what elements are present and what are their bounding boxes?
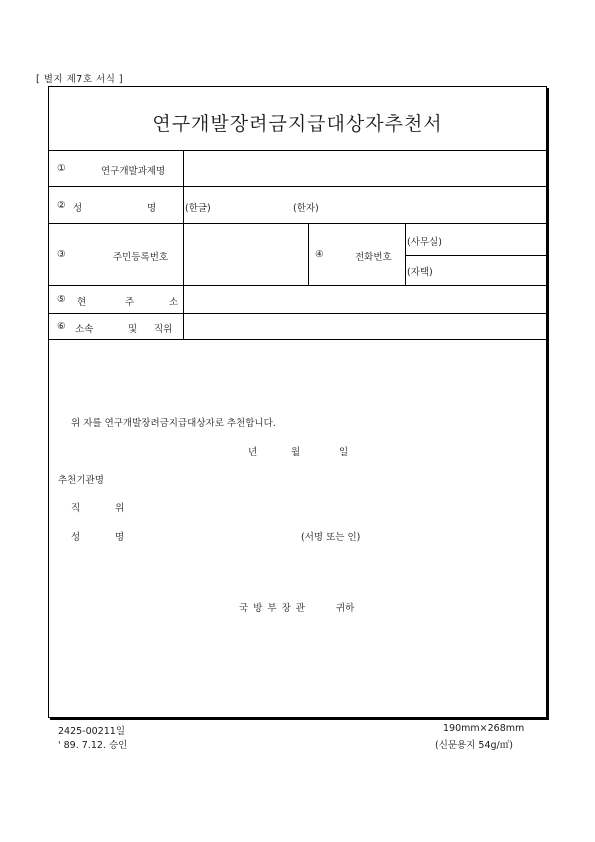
divider	[49, 313, 546, 314]
row-number: ⑥	[57, 321, 66, 332]
divider	[405, 223, 406, 285]
hanja-name-label: (한자)	[293, 203, 319, 214]
date-year-label: 년	[248, 447, 258, 458]
divider	[183, 150, 184, 339]
office-phone-label: (사무실)	[407, 237, 442, 248]
signature-note: (서명 또는 인)	[301, 532, 361, 543]
form-title: 연구개발장려금지급대상자추천서	[152, 113, 443, 135]
date-month-label: 월	[291, 447, 301, 458]
divider	[49, 339, 546, 340]
row-number: ②	[57, 200, 66, 211]
row-number: ⑤	[57, 294, 66, 305]
position-label-1: 직	[71, 503, 81, 514]
paper-size: 190mm×268mm	[443, 723, 525, 734]
home-phone-label: (자택)	[407, 267, 433, 278]
row-number: ④	[315, 249, 324, 260]
resident-number-field[interactable]	[185, 225, 306, 283]
position-label-2: 위	[115, 503, 125, 514]
affiliation-field[interactable]	[185, 315, 543, 337]
date-day-label: 일	[339, 447, 349, 458]
project-title-field[interactable]	[185, 152, 543, 184]
address-label-3: 소	[169, 297, 179, 308]
phone-label: 전화번호	[355, 252, 392, 263]
name-label-second: 명	[147, 203, 157, 214]
form-number: 2425-00211일	[58, 726, 126, 737]
row-number: ③	[57, 249, 66, 260]
recommending-org-label: 추천기관명	[58, 475, 104, 486]
name-label-first: 성	[73, 203, 83, 214]
address-field[interactable]	[185, 287, 543, 311]
signer-name-label-2: 명	[115, 532, 125, 543]
divider	[49, 150, 546, 151]
project-title-label: 연구개발과제명	[101, 166, 166, 177]
hangul-name-label: (한글)	[185, 203, 211, 214]
honorific-label: 귀하	[336, 603, 355, 614]
divider	[405, 255, 546, 256]
recipient-label: 국 방 부 장 관	[239, 603, 306, 614]
address-label-1: 현	[77, 297, 87, 308]
recommendation-statement: 위 자를 연구개발장려금지급대상자로 추천합니다.	[71, 418, 276, 429]
divider	[49, 186, 546, 187]
address-label-2: 주	[125, 297, 135, 308]
form-frame	[48, 86, 547, 718]
affiliation-label-2: 및	[128, 324, 138, 335]
divider	[308, 223, 309, 285]
affiliation-label-3: 직위	[154, 324, 173, 335]
affiliation-label-1: 소속	[75, 324, 94, 335]
divider	[49, 223, 546, 224]
approval-date: ' 89. 7.12. 승인	[58, 740, 128, 751]
resident-number-label: 주민등록번호	[113, 252, 169, 263]
signer-name-label-1: 성	[71, 532, 81, 543]
paper-spec: (신문용지 54g/㎡)	[435, 740, 513, 751]
form-reference: [ 별지 제7호 서식 ]	[36, 74, 124, 85]
divider	[49, 285, 546, 286]
row-number: ①	[57, 163, 66, 174]
